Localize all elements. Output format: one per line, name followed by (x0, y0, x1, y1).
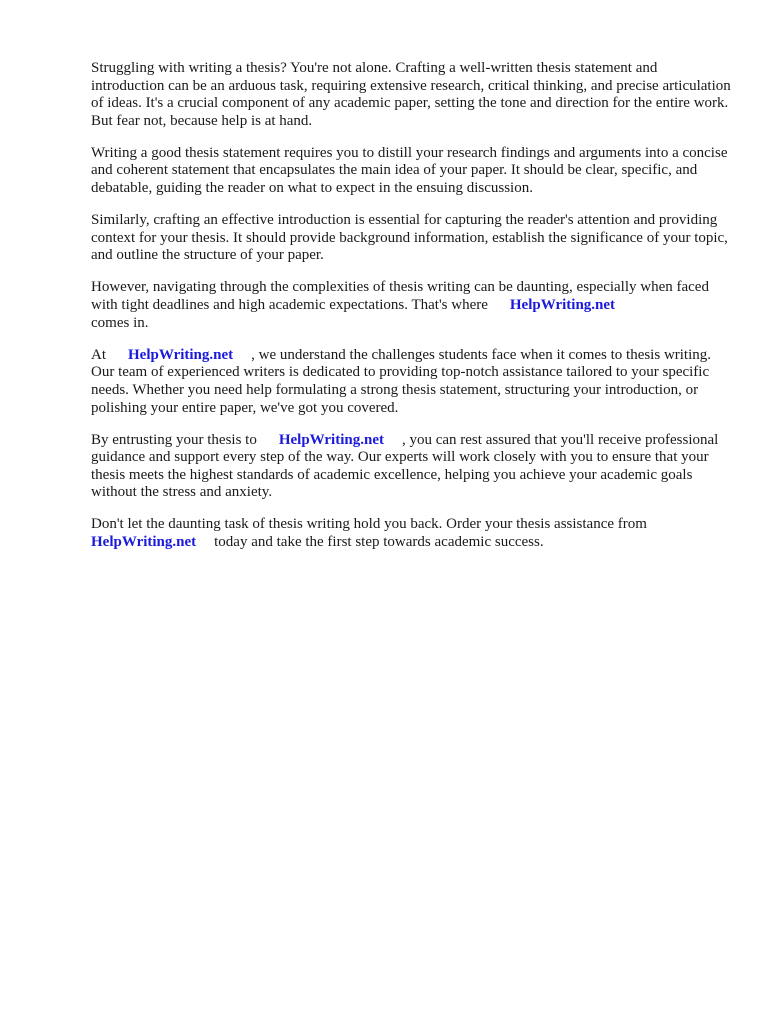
paragraph-text: , you can rest assured that you'll receive professional guidance and support every step of the way. Our experts will work closely with you to ensure that your thesis meets the highest standards of academic excellence, helping you achieve your academic goals without the stress and anxiety. (91, 431, 719, 501)
call-to-action-paragraph (91, 516, 731, 551)
document-body (91, 60, 731, 566)
paragraph-text: However, navigating through the complexities of thesis writing can be daunting, especially when faced with tight deadlines and high academic expectations. That's where (91, 279, 709, 314)
intro-paragraph: Struggling with writing a thesis? You're not alone. Crafting a well-written thesis statement and introduction can be an arduous task, requiring extensive research, critical thinking, and precise articulation of ideas. It's a crucial component of any academic paper, setting the tone and direction for the entire work. But fear not, because help is at hand. (91, 60, 731, 129)
paragraph-text: Don't let the daunting task of thesis writing hold you back. Order your thesis assistance from (91, 516, 647, 533)
paragraph-text: At (91, 346, 106, 363)
services-paragraph (91, 347, 731, 417)
helpwriting-link[interactable]: HelpWriting.net (509, 297, 616, 314)
paragraph-text: By entrusting your thesis to (91, 431, 257, 448)
helpwriting-link[interactable]: HelpWriting.net (128, 346, 234, 363)
introduction-paragraph: Similarly, crafting an effective introduction is essential for capturing the reader's attention and providing context for your thesis. It should provide background information, establish the significance of your topic, and outline the structure of your paper. (91, 212, 728, 264)
paragraph-text: comes in. (91, 314, 149, 331)
helpwriting-link[interactable]: HelpWriting.net (278, 431, 384, 448)
thesis-statement-paragraph: Writing a good thesis statement requires you to distill your research findings and arguments into a concise and coherent statement that encapsulates the main idea of your paper. It should be clear, specific, and debatable, guiding the reader on what to expect in the ensuing discussion. (91, 144, 728, 197)
helpwriting-link[interactable]: HelpWriting.net (91, 534, 197, 551)
paragraph-text: today and take the first step towards academic success. (214, 534, 544, 551)
deadlines-paragraph (91, 279, 731, 332)
guidance-paragraph (91, 432, 731, 502)
paragraph-text: , we understand the challenges students face when it comes to thesis writing. Our team of experienced writers is dedicated to providing top-notch assistance tailored to your specific needs. Whether you need help formulating a strong thesis statement, structuring your introduction, or polishing your entire paper, we've got you covered. (91, 346, 712, 416)
